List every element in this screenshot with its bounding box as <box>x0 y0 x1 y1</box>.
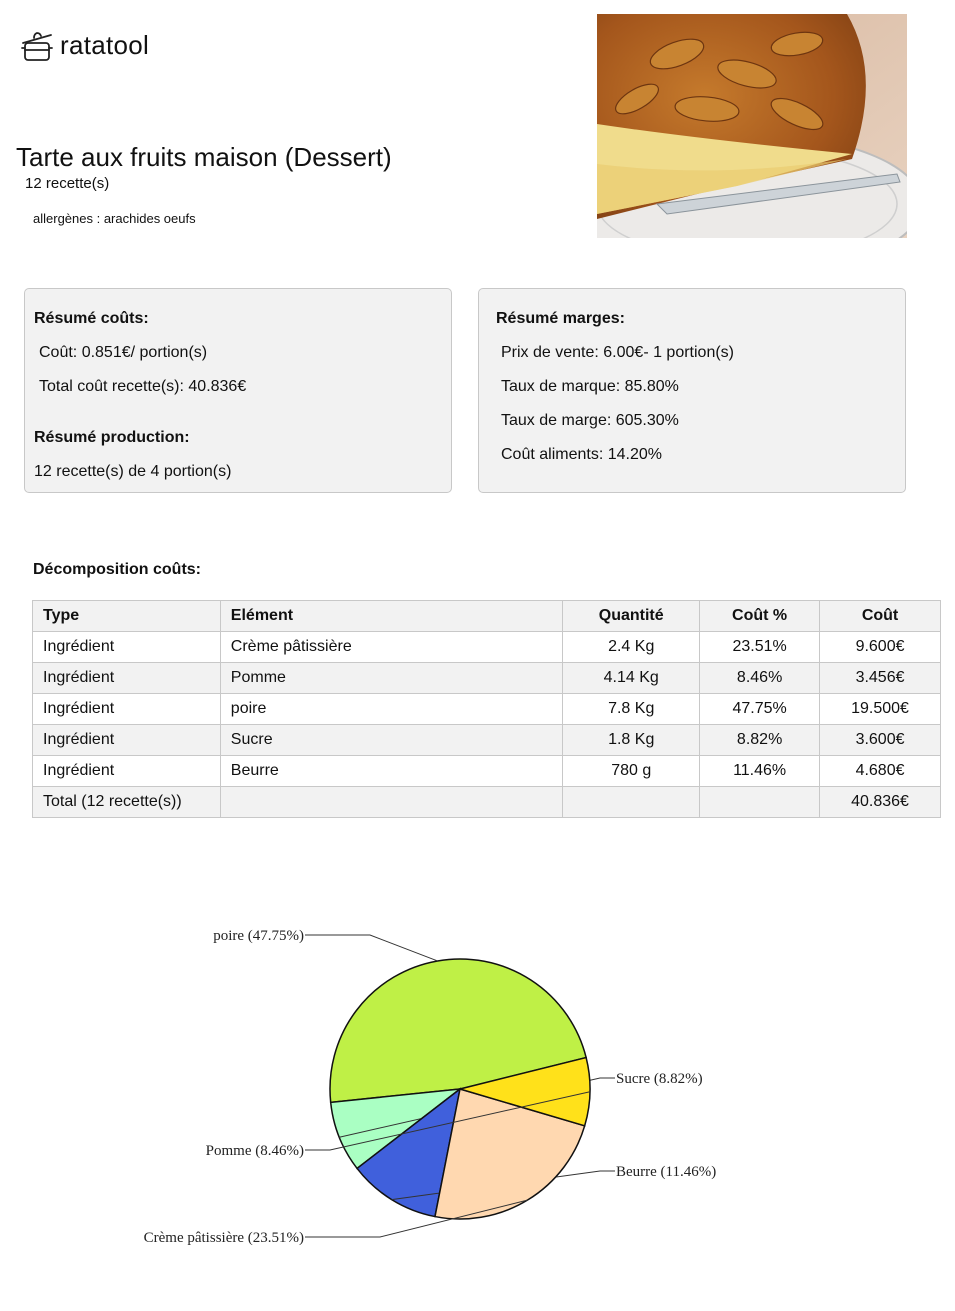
allergens: allergènes : arachides oeufs <box>33 211 196 226</box>
margin-summary-heading: Résumé marges: <box>496 310 625 327</box>
total-cost: Total coût recette(s): 40.836€ <box>39 378 247 395</box>
production-summary-heading: Résumé production: <box>34 429 190 446</box>
total-label: Total (12 recette(s)) <box>33 787 221 818</box>
cell-quantity: 4.14 Kg <box>563 663 700 694</box>
pie-label: poire (47.75%) <box>213 928 304 944</box>
margin-summary-card <box>478 288 906 493</box>
table-row <box>33 725 941 756</box>
cell-quantity: 2.4 Kg <box>563 632 700 663</box>
recipe-photo <box>597 14 907 238</box>
column-header: Coût % <box>700 601 820 632</box>
pie-label: Pomme (8.46%) <box>205 1143 304 1159</box>
total-cost-value: 40.836€ <box>820 787 941 818</box>
cell-element: Pomme <box>220 663 562 694</box>
cell-quantity: 7.8 Kg <box>563 694 700 725</box>
cell-cost: 3.456€ <box>820 663 941 694</box>
cell-element: Crème pâtissière <box>220 632 562 663</box>
cell-cost: 3.600€ <box>820 725 941 756</box>
pie-label: Beurre (11.46%) <box>616 1164 717 1180</box>
cell-element: Sucre <box>220 725 562 756</box>
cell-type: Ingrédient <box>33 694 221 725</box>
table-row <box>33 756 941 787</box>
recipe-title: Tarte aux fruits maison (Dessert) <box>16 142 392 172</box>
cost-per-portion: Coût: 0.851€/ portion(s) <box>39 344 208 361</box>
cell-quantity: 1.8 Kg <box>563 725 700 756</box>
recipe-count: 12 recette(s) <box>25 175 110 192</box>
pie-leader-line <box>305 935 438 961</box>
cell-cost-percent: 8.82% <box>700 725 820 756</box>
cell-cost-percent: 23.51% <box>700 632 820 663</box>
cell-type: Ingrédient <box>33 632 221 663</box>
cell-type: Ingrédient <box>33 725 221 756</box>
column-header: Coût <box>820 601 941 632</box>
cell-cost-percent: 8.46% <box>700 663 820 694</box>
cell-cost: 19.500€ <box>820 694 941 725</box>
cost-breakdown-table <box>32 600 941 818</box>
cell-type: Ingrédient <box>33 663 221 694</box>
pie-label: Crème pâtissière (23.51%) <box>143 1230 304 1246</box>
cell-cost: 9.600€ <box>820 632 941 663</box>
total-empty <box>700 787 820 818</box>
cost-summary-card <box>24 288 452 493</box>
brand-logo <box>20 26 149 64</box>
cell-quantity: 780 g <box>563 756 700 787</box>
column-header: Elément <box>220 601 562 632</box>
table-row <box>33 632 941 663</box>
cooking-pot-icon <box>20 26 54 64</box>
column-header: Type <box>33 601 221 632</box>
cell-element: Beurre <box>220 756 562 787</box>
cell-type: Ingrédient <box>33 756 221 787</box>
sale-price: Prix de vente: 6.00€- 1 portion(s) <box>501 344 735 361</box>
total-row <box>33 787 941 818</box>
cell-element: poire <box>220 694 562 725</box>
food-cost: Coût aliments: 14.20% <box>501 446 662 463</box>
table-row <box>33 694 941 725</box>
column-header: Quantité <box>563 601 700 632</box>
total-empty <box>563 787 700 818</box>
markup-rate: Taux de marque: 85.80% <box>501 378 679 395</box>
production-summary-text: 12 recette(s) de 4 portion(s) <box>34 463 232 480</box>
margin-rate: Taux de marge: 605.30% <box>501 412 679 429</box>
brand-name: ratatool <box>60 29 150 60</box>
cell-cost: 4.680€ <box>820 756 941 787</box>
table-header-row <box>33 601 941 632</box>
cost-pie-chart <box>0 900 955 1311</box>
total-empty <box>220 787 562 818</box>
cell-cost-percent: 47.75% <box>700 694 820 725</box>
cost-summary-heading: Résumé coûts: <box>34 310 149 327</box>
pie-label: Sucre (8.82%) <box>616 1071 703 1087</box>
table-row <box>33 663 941 694</box>
breakdown-heading: Décomposition coûts: <box>33 561 202 578</box>
cell-cost-percent: 11.46% <box>700 756 820 787</box>
